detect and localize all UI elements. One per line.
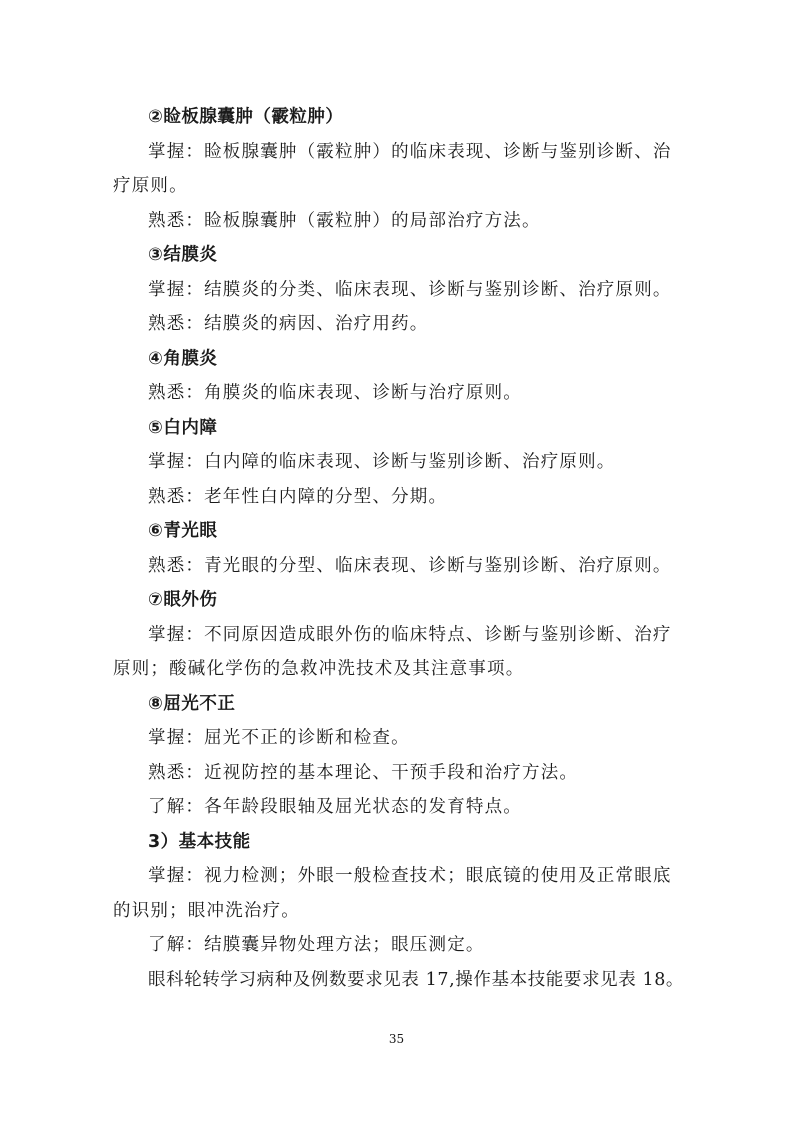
basic-skills-understand-text: 了解：结膜囊异物处理方法；眼压测定。 — [148, 935, 485, 955]
section-heading-ocular-trauma: ⑦眼外伤 — [148, 590, 218, 610]
conjunctivitis-master-text: 掌握：结膜炎的分类、临床表现、诊断与鉴别诊断、治疗原则。 — [148, 279, 672, 300]
ocular-trauma-master-text-cont: 原则；酸碱化学伤的急救冲洗技术及其注意事项。 — [113, 659, 525, 679]
page-content — [113, 100, 685, 997]
section-heading-refractive-error: ⑧屈光不正 — [148, 693, 236, 714]
refractive-master-text: 掌握：屈光不正的诊断和检查。 — [148, 728, 410, 748]
section-heading-basic-skills: 3）基本技能 — [148, 831, 251, 852]
keratitis-familiar-text: 熟悉：角膜炎的临床表现、诊断与治疗原则。 — [148, 383, 522, 403]
chalazion-master-text-cont: 疗原则。 — [113, 176, 188, 196]
section-heading-cataract: ⑤白内障 — [148, 417, 218, 438]
section-heading-chalazion: ②睑板腺囊肿（霰粒肿） — [148, 107, 344, 127]
table-reference-note: 眼科轮转学习病种及例数要求见表 17,操作基本技能要求见表 18。 — [148, 969, 685, 990]
basic-skills-master-text: 掌握：视力检测；外眼一般检查技术；眼底镜的使用及正常眼底 — [148, 866, 672, 886]
cataract-master-text: 掌握：白内障的临床表现、诊断与鉴别诊断、治疗原则。 — [148, 452, 616, 472]
chalazion-familiar-text: 熟悉：睑板腺囊肿（霰粒肿）的局部治疗方法。 — [148, 210, 541, 231]
section-heading-glaucoma: ⑥青光眼 — [148, 521, 218, 541]
chalazion-master-text: 掌握：睑板腺囊肿（霰粒肿）的临床表现、诊断与鉴别诊断、治 — [148, 141, 672, 162]
ocular-trauma-master-text: 掌握：不同原因造成眼外伤的临床特点、诊断与鉴别诊断、治疗 — [148, 624, 672, 645]
basic-skills-master-text-cont: 的识别；眼冲洗治疗。 — [113, 900, 300, 921]
refractive-understand-text: 了解：各年龄段眼轴及屈光状态的发育特点。 — [148, 797, 522, 817]
cataract-familiar-text: 熟悉：老年性白内障的分型、分期。 — [148, 486, 448, 507]
page-number: 35 — [388, 1032, 405, 1046]
section-heading-conjunctivitis: ③结膜炎 — [148, 245, 218, 265]
glaucoma-familiar-text: 熟悉：青光眼的分型、临床表现、诊断与鉴别诊断、治疗原则。 — [148, 555, 672, 576]
refractive-familiar-text: 熟悉：近视防控的基本理论、干预手段和治疗方法。 — [148, 762, 579, 783]
conjunctivitis-familiar-text: 熟悉：结膜炎的病因、治疗用药。 — [148, 314, 429, 334]
section-heading-keratitis: ④角膜炎 — [148, 348, 218, 369]
